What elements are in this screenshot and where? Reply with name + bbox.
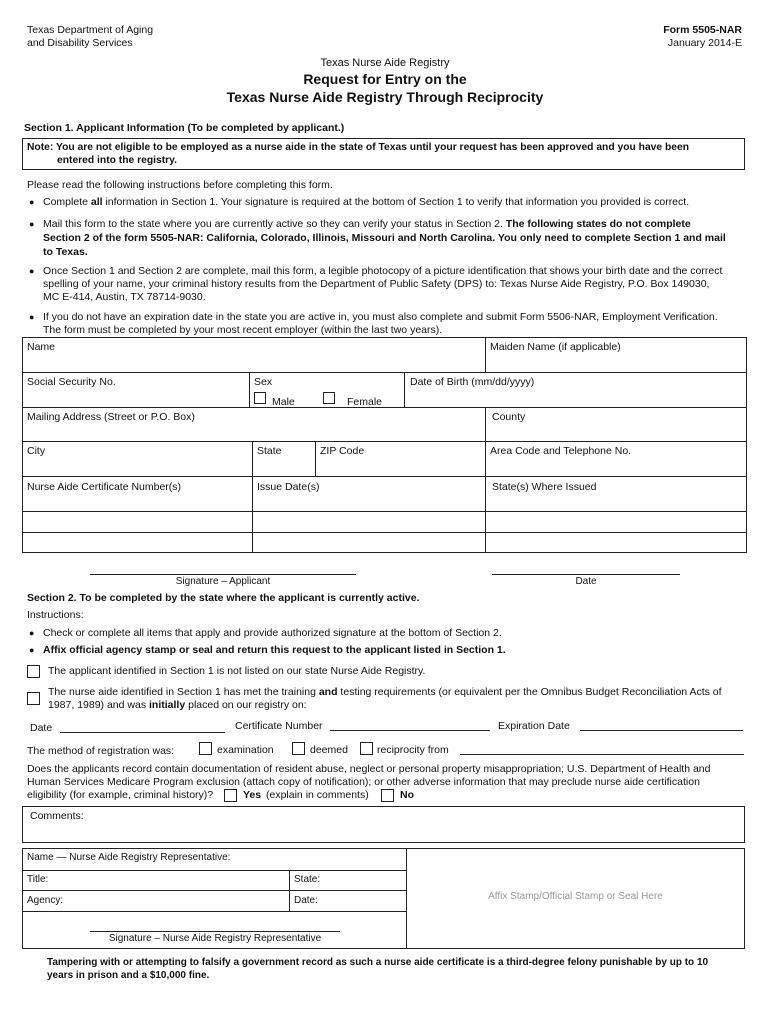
s1-bullet1: Complete all information in Section 1. Your signature is required at the bottom of Section 1 to verify that information you provided is correct. xyxy=(43,196,690,208)
rep-date-field[interactable]: Date: xyxy=(294,895,318,906)
phone-field[interactable]: Area Code and Telephone No. xyxy=(490,445,632,457)
col-divider xyxy=(485,441,486,476)
mailing-address-field[interactable]: Mailing Address (Street or P.O. Box) xyxy=(27,411,195,423)
s2-instructions: Instructions: xyxy=(27,609,84,621)
form-date: January 2014-E xyxy=(667,37,742,49)
section1-heading: Section 1. Applicant Information (To be completed by applicant.) xyxy=(24,122,345,134)
rep-state-field[interactable]: State: xyxy=(294,874,321,885)
note-line1: Note: You are not eligible to be employed as a nurse aide in the state of Texas until your request has been approved and you have been xyxy=(27,142,690,153)
agency-name-line1: Texas Department of Aging xyxy=(27,24,154,36)
s2-bullet2: Affix official agency stamp or seal and return this request to the applicant listed in Section 1. xyxy=(43,644,506,656)
col-divider xyxy=(249,372,250,407)
s2-bullet1: Check or complete all items that apply and provide authorized signature at the bottom of Section 2. xyxy=(43,627,502,639)
sex-label: Sex xyxy=(254,376,273,388)
not-listed-text: The applicant identified in Section 1 is not listed on our state Nurse Aide Registry. xyxy=(48,665,426,677)
applicant-date-line[interactable] xyxy=(492,574,680,575)
not-listed-checkbox[interactable] xyxy=(27,665,40,678)
s1-bullet3-line3: MC E-414, Austin, TX 78714-9030. xyxy=(43,291,206,303)
applicant-signature-label: Signature – Applicant xyxy=(175,576,271,587)
ssn-field[interactable]: Social Security No. xyxy=(27,376,116,388)
yes-note: (explain in comments) xyxy=(266,789,369,801)
col-divider xyxy=(252,441,253,476)
registry-name: Texas Nurse Aide Registry xyxy=(320,57,450,69)
maiden-name-field[interactable]: Maiden Name (if applicable) xyxy=(490,341,621,353)
col-divider xyxy=(485,407,486,441)
records-question-line2: Human Services Medicare Program exclusion (attach copy of notification); or other adverse information that may preclude nurse aide certification xyxy=(27,776,700,788)
form-title-line1: Request for Entry on the xyxy=(303,71,467,87)
state-field[interactable]: State xyxy=(257,445,282,457)
applicant-date-label: Date xyxy=(575,576,597,587)
form-title-line2: Texas Nurse Aide Registry Through Reciprocity xyxy=(226,89,544,105)
col-divider xyxy=(315,441,316,476)
row-divider xyxy=(22,441,747,442)
s2-cert-number-line[interactable] xyxy=(330,730,490,731)
method-label: The method of registration was: xyxy=(27,745,175,757)
name-field[interactable]: Name xyxy=(27,341,56,353)
section2-heading: Section 2. To be completed by the state where the applicant is currently active. xyxy=(27,592,420,604)
row-divider xyxy=(22,407,747,408)
female-label: Female xyxy=(347,396,383,408)
reciprocity-checkbox[interactable] xyxy=(360,742,373,755)
bullet-dot: ● xyxy=(29,312,35,322)
row-divider xyxy=(22,911,406,912)
agency-name-line2: and Disability Services xyxy=(27,37,133,49)
county-field[interactable]: County xyxy=(492,411,526,423)
rep-name-field[interactable]: Name — Nurse Aide Registry Representative: xyxy=(27,852,231,863)
s1-bullet4-line1: If you do not have an expiration date in the state you are active in, you must also complete and submit Form 5506-NAR, Employment Verification. xyxy=(43,311,718,323)
male-checkbox[interactable] xyxy=(254,392,266,404)
warning-line2: years in prison and a $10,000 fine. xyxy=(47,970,210,981)
row-divider xyxy=(22,511,747,512)
records-question-line1: Does the applicants record contain documentation of resident abuse, neglect or personal property misappropriation; U.S. Department of Health and xyxy=(27,763,711,775)
row-divider xyxy=(22,476,747,477)
examination-label: examination xyxy=(217,744,274,756)
warning-line1: Tampering with or attempting to falsify a government record as such a nurse aide certificate is a third-degree felony punishable by up to 10 xyxy=(47,957,709,968)
s1-bullet2: Mail this form to the state where you are currently active so they can verify your status in Section 2. The following states do not complete xyxy=(43,218,691,230)
s2-date-label: Date xyxy=(30,722,53,734)
rep-title-field[interactable]: Title: xyxy=(27,874,49,885)
row-divider xyxy=(22,372,747,373)
deemed-checkbox[interactable] xyxy=(292,742,305,755)
yes-label: Yes xyxy=(243,789,262,801)
rep-signature-label: Signature – Nurse Aide Registry Representative xyxy=(108,933,322,944)
col-divider xyxy=(289,870,290,911)
bullet-dot: ● xyxy=(29,197,35,207)
reciprocity-label: reciprocity from xyxy=(377,744,449,756)
col-divider xyxy=(485,337,486,372)
rep-signature-line[interactable] xyxy=(90,931,340,932)
row-divider xyxy=(22,870,406,871)
s1-bullet2-line2: Section 2 of the form 5505-NAR: California, Colorado, Illinois, Missouri and North Carolina. You only need to complete Section 1 and mail xyxy=(43,232,726,244)
note-line2: entered into the registry. xyxy=(57,155,177,166)
col-divider xyxy=(252,476,253,553)
applicant-signature-line[interactable] xyxy=(90,574,356,575)
bullet-dot: ● xyxy=(29,219,35,229)
row-divider xyxy=(22,890,406,891)
s2-exp-date-line[interactable] xyxy=(580,730,743,731)
comments-label: Comments: xyxy=(30,810,84,822)
male-label: Male xyxy=(272,396,295,408)
form-number: Form 5505-NAR xyxy=(663,24,742,36)
yes-checkbox[interactable] xyxy=(224,789,237,802)
col-divider xyxy=(404,372,405,407)
stamp-area[interactable]: Affix Stamp/Official Stamp or Seal Here xyxy=(488,891,663,902)
s1-bullet4-line2: The form must be completed by your most recent employer (within the last two years). xyxy=(43,324,443,336)
examination-checkbox[interactable] xyxy=(199,742,212,755)
comments-box[interactable] xyxy=(22,806,745,843)
s2-exp-date-label: Expiration Date xyxy=(498,720,570,732)
cert-number-field[interactable]: Nurse Aide Certificate Number(s) xyxy=(27,481,182,493)
deemed-label: deemed xyxy=(310,744,348,756)
s2-date-line[interactable] xyxy=(60,732,225,733)
met-requirements-line2: 1987, 1989) and was initially placed on our registry on: xyxy=(48,699,307,711)
no-label: No xyxy=(400,789,414,801)
bullet-dot: ● xyxy=(29,266,35,276)
instructions-intro: Please read the following instructions before completing this form. xyxy=(27,179,333,191)
no-checkbox[interactable] xyxy=(381,789,394,802)
applicant-info-table xyxy=(22,337,747,553)
city-field[interactable]: City xyxy=(27,445,46,457)
met-requirements-checkbox[interactable] xyxy=(27,692,40,705)
issue-date-field[interactable]: Issue Date(s) xyxy=(257,481,320,493)
reciprocity-from-line[interactable] xyxy=(460,754,744,755)
bullet-dot: ● xyxy=(29,645,35,655)
issued-states-field[interactable]: State(s) Where Issued xyxy=(492,481,597,493)
records-question-line3: eligibility (for example, criminal history)? xyxy=(27,789,214,801)
dob-field[interactable]: Date of Birth (mm/dd/yyyy) xyxy=(410,376,535,388)
s2-cert-number-label: Certificate Number xyxy=(235,720,323,732)
rep-agency-field[interactable]: Agency: xyxy=(27,895,64,906)
s1-bullet2-line3: to Texas. xyxy=(43,246,88,258)
zip-field[interactable]: ZIP Code xyxy=(320,445,365,457)
bullet-dot: ● xyxy=(29,628,35,638)
female-checkbox[interactable] xyxy=(323,392,335,404)
s1-bullet3-line2: spelling of your name, your criminal history results from the Department of Public Safety (DPS) to: Texas Nurse Aide Registry, P.O. Box 149030, xyxy=(43,278,710,290)
met-requirements-line1: The nurse aide identified in Section 1 has met the training and testing requirements (or equivalent per the Omnibus Budget Reconciliation Acts of xyxy=(48,686,722,698)
s1-bullet3-line1: Once Section 1 and Section 2 are complete, mail this form, a legible photocopy of a picture identification that shows your birth date and the correct xyxy=(43,265,723,277)
col-divider xyxy=(485,476,486,553)
row-divider xyxy=(22,532,747,533)
